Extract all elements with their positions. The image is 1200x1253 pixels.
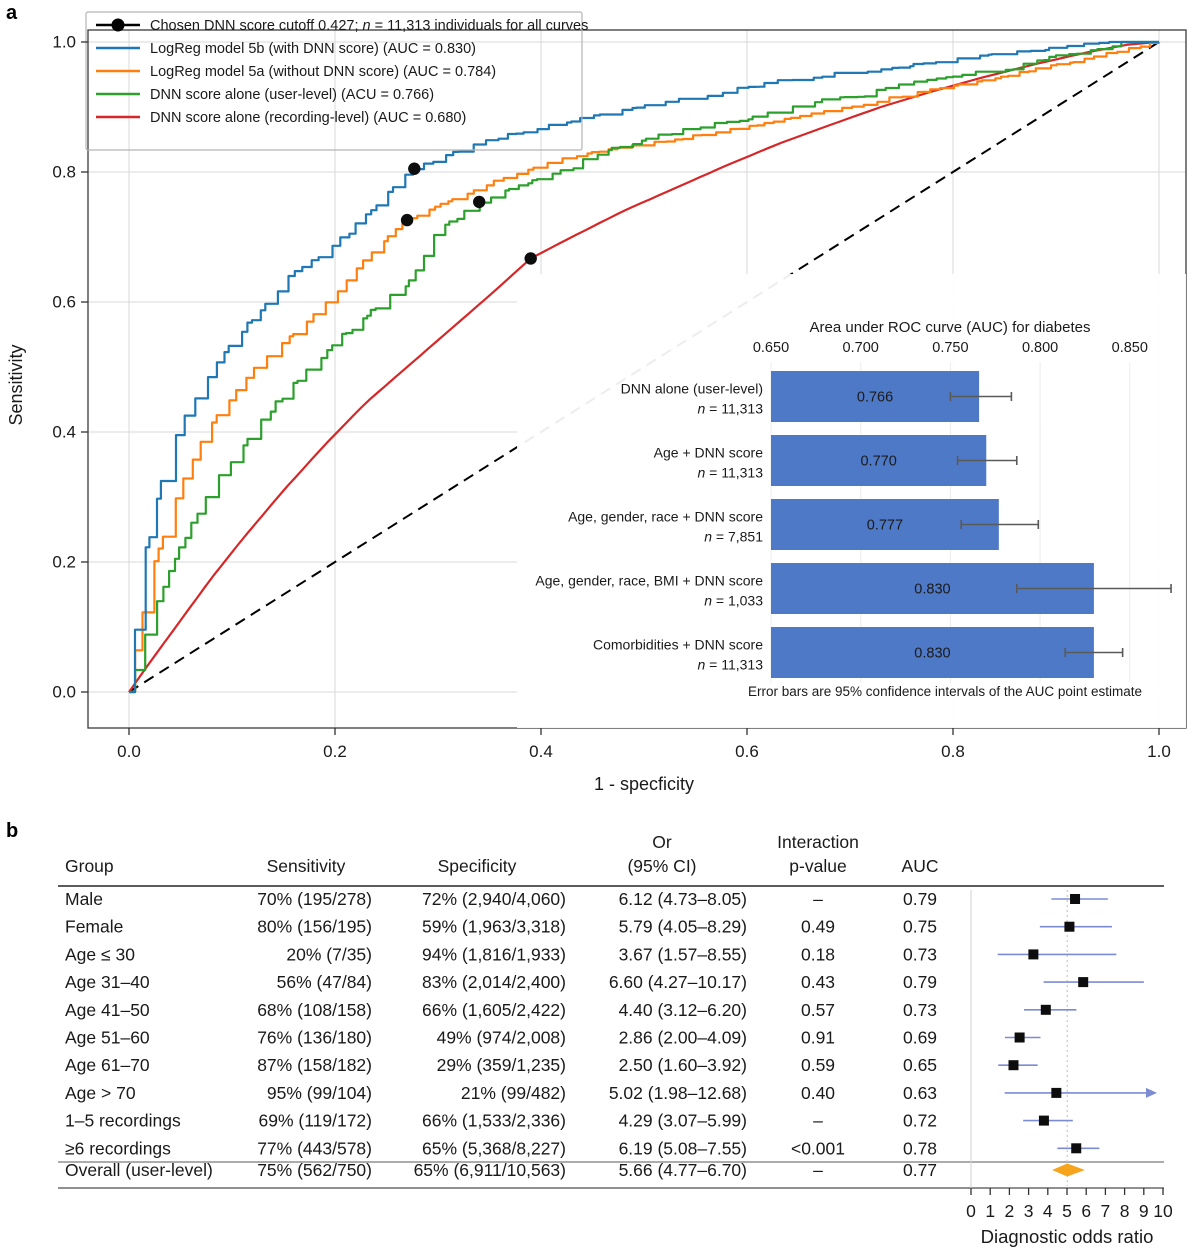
cell-or-ci: 5.79 (4.05–8.29) bbox=[618, 916, 747, 937]
cell-specificity: 59% (1,963/3,318) bbox=[422, 916, 566, 937]
forest-or-square bbox=[1064, 922, 1074, 932]
cutoff-dot bbox=[525, 252, 537, 264]
cell-or-ci: 3.67 (1.57–8.55) bbox=[618, 944, 747, 965]
cell-sensitivity: 75% (562/750) bbox=[257, 1160, 372, 1180]
cell-pvalue: – bbox=[813, 889, 823, 909]
cell-pvalue: 0.57 bbox=[800, 999, 836, 1020]
cell-sensitivity: 56% (47/84) bbox=[276, 972, 372, 993]
auc-bar-value-label: 0.830 bbox=[914, 581, 951, 598]
cell-specificity: 29% (359/1,235) bbox=[436, 1055, 566, 1076]
forest-or-square bbox=[1078, 977, 1088, 987]
inset-x-tick-label: 0.750 bbox=[932, 340, 969, 356]
forest-tick-label: 2 bbox=[1004, 1201, 1015, 1221]
y-tick-label: 0.2 bbox=[52, 552, 76, 572]
legend-entry-label: LogReg model 5b (with DNN score) (AUC = 0.830) bbox=[150, 41, 476, 57]
x-tick-label: 0.0 bbox=[117, 742, 141, 761]
legend-entry-label: Chosen DNN score cutoff 0.427; n = 11,313 individuals for all curves bbox=[150, 18, 589, 34]
inset-x-tick-label: 0.850 bbox=[1111, 340, 1148, 356]
forest-or-square bbox=[1071, 1143, 1081, 1153]
forest-tick-label: 3 bbox=[1023, 1201, 1034, 1221]
cell-or-ci: 5.02 (1.98–12.68) bbox=[608, 1082, 747, 1103]
forest-plot bbox=[966, 890, 1173, 1247]
cell-or-ci: 2.86 (2.00–4.09) bbox=[618, 1027, 747, 1048]
cell-group: ≥6 recordings bbox=[65, 1138, 171, 1159]
cell-auc: 0.75 bbox=[902, 916, 938, 937]
cell-sensitivity: 87% (158/182) bbox=[257, 1055, 372, 1076]
panel-b-label: b bbox=[6, 820, 19, 842]
cell-pvalue: 0.43 bbox=[800, 972, 836, 993]
forest-or-square bbox=[1041, 1005, 1051, 1015]
cell-sensitivity: 68% (108/158) bbox=[257, 999, 372, 1020]
cell-pvalue: – bbox=[813, 1160, 823, 1180]
forest-tick-label: 7 bbox=[1100, 1201, 1111, 1221]
cell-sensitivity: 20% (7/35) bbox=[286, 944, 372, 965]
cell-auc: 0.79 bbox=[902, 972, 938, 993]
auc-bar-label: Comorbidities + DNN score bbox=[593, 636, 763, 653]
col-header-specificity: Specificity bbox=[437, 856, 517, 876]
auc-bar-n-label: n = 1,033 bbox=[704, 592, 763, 609]
cell-or-ci: 6.12 (4.73–8.05) bbox=[618, 889, 747, 909]
x-tick-label: 0.6 bbox=[735, 742, 759, 761]
cell-pvalue: 0.18 bbox=[800, 944, 836, 965]
y-axis-title: Sensitivity bbox=[6, 344, 26, 426]
cell-auc: 0.73 bbox=[902, 999, 938, 1020]
forest-or-square bbox=[1070, 894, 1080, 904]
forest-axis-title: Diagnostic odds ratio bbox=[980, 1226, 1154, 1247]
forest-overall-diamond bbox=[1052, 1164, 1085, 1177]
cell-or-ci: 2.50 (1.60–3.92) bbox=[618, 1055, 747, 1076]
auc-bar-value-label: 0.770 bbox=[860, 453, 897, 470]
auc-bar-value-label: 0.830 bbox=[914, 645, 951, 662]
auc-bar-label: Age, gender, race, BMI + DNN score bbox=[535, 572, 763, 589]
cell-pvalue: 0.49 bbox=[800, 916, 836, 937]
cell-specificity: 72% (2,940/4,060) bbox=[422, 889, 566, 909]
cell-pvalue: 0.91 bbox=[800, 1027, 836, 1048]
col-header-sensitivity: Sensitivity bbox=[266, 856, 346, 876]
inset-x-tick-label: 0.650 bbox=[752, 340, 790, 356]
cell-sensitivity: 77% (443/578) bbox=[257, 1138, 372, 1159]
col-header-or-ci: (95% CI) bbox=[627, 856, 697, 876]
auc-inset bbox=[517, 274, 1186, 728]
col-header-interaction: Interaction bbox=[777, 832, 859, 852]
cell-pvalue: 0.40 bbox=[800, 1082, 836, 1103]
cell-specificity: 83% (2,014/2,400) bbox=[422, 972, 566, 993]
forest-ci-arrowhead bbox=[1146, 1088, 1157, 1098]
cell-sensitivity: 76% (136/180) bbox=[257, 1027, 372, 1048]
cell-specificity: 65% (5,368/8,227) bbox=[422, 1138, 566, 1159]
cell-specificity: 49% (974/2,008) bbox=[436, 1027, 566, 1048]
cell-group: Age > 70 bbox=[65, 1082, 136, 1103]
cutoff-dot bbox=[401, 214, 413, 226]
cell-specificity: 66% (1,533/2,336) bbox=[422, 1110, 566, 1131]
cell-auc: 0.73 bbox=[902, 944, 938, 965]
forest-tick-label: 1 bbox=[985, 1201, 996, 1221]
auc-bar-label: Age, gender, race + DNN score bbox=[568, 508, 763, 525]
cutoff-dot bbox=[408, 163, 420, 175]
cell-auc: 0.63 bbox=[902, 1082, 938, 1103]
x-axis-title: 1 - specficity bbox=[593, 774, 695, 794]
cell-specificity: 66% (1,605/2,422) bbox=[422, 999, 566, 1020]
cell-sensitivity: 80% (156/195) bbox=[257, 916, 372, 937]
forest-tick-label: 10 bbox=[1153, 1201, 1173, 1221]
cell-or-ci: 5.66 (4.77–6.70) bbox=[618, 1160, 747, 1180]
inset-title: Area under ROC curve (AUC) for diabetes bbox=[809, 319, 1091, 336]
col-header-auc: AUC bbox=[901, 856, 939, 876]
forest-or-square bbox=[1015, 1033, 1025, 1043]
x-tick-label: 0.8 bbox=[941, 742, 965, 761]
inset-x-tick-label: 0.700 bbox=[842, 340, 879, 356]
auc-bar-value-label: 0.777 bbox=[866, 517, 904, 534]
cell-specificity: 65% (6,911/10,563) bbox=[413, 1160, 566, 1180]
cell-group: Age 41–50 bbox=[65, 999, 150, 1020]
legend-entry-label: DNN score alone (recording-level) (AUC = 0.680) bbox=[150, 110, 467, 126]
inset-x-tick-label: 0.800 bbox=[1021, 340, 1059, 356]
y-tick-label: 0.6 bbox=[52, 292, 76, 312]
forest-tick-label: 4 bbox=[1042, 1201, 1053, 1221]
forest-tick-label: 0 bbox=[966, 1201, 976, 1221]
forest-tick-label: 8 bbox=[1119, 1201, 1130, 1221]
x-tick-label: 0.4 bbox=[529, 742, 553, 761]
cell-group: 1–5 recordings bbox=[65, 1110, 181, 1131]
subgroup-table bbox=[58, 832, 1164, 1188]
auc-bar-label: Age + DNN score bbox=[653, 444, 763, 461]
cell-or-ci: 4.29 (3.07–5.99) bbox=[618, 1110, 747, 1131]
cell-or-ci: 4.40 (3.12–6.20) bbox=[618, 999, 747, 1020]
cell-pvalue: – bbox=[813, 1110, 823, 1131]
cell-sensitivity: 95% (99/104) bbox=[266, 1082, 372, 1103]
auc-bar-label: DNN alone (user-level) bbox=[620, 380, 763, 397]
cell-auc: 0.72 bbox=[902, 1110, 938, 1131]
cell-sensitivity: 70% (195/278) bbox=[257, 889, 372, 909]
cell-auc: 0.69 bbox=[902, 1027, 938, 1048]
forest-tick-label: 6 bbox=[1081, 1201, 1092, 1221]
cell-group: Overall (user-level) bbox=[65, 1160, 213, 1180]
cell-or-ci: 6.60 (4.27–10.17) bbox=[608, 972, 747, 993]
auc-bar-n-label: n = 11,313 bbox=[697, 400, 763, 417]
cell-group: Age 31–40 bbox=[65, 972, 150, 993]
col-header-pvalue: p-value bbox=[789, 856, 847, 876]
auc-bar-n-label: n = 11,313 bbox=[697, 464, 763, 481]
roc-legend bbox=[86, 12, 588, 150]
legend-entry-label: DNN score alone (user-level) (ACU = 0.766) bbox=[150, 87, 435, 103]
y-tick-label: 0.8 bbox=[52, 162, 76, 182]
auc-bar-n-label: n = 7,851 bbox=[704, 528, 763, 545]
legend-cutoff-dot bbox=[112, 19, 125, 32]
legend-entry-label: LogReg model 5a (without DNN score) (AUC = 0.784) bbox=[150, 64, 497, 80]
forest-tick-label: 9 bbox=[1138, 1201, 1149, 1221]
panel-a-label: a bbox=[6, 2, 18, 24]
cutoff-dot bbox=[473, 196, 485, 208]
forest-or-square bbox=[1009, 1060, 1019, 1070]
forest-tick-label: 5 bbox=[1062, 1201, 1072, 1221]
x-tick-label: 0.2 bbox=[323, 742, 347, 761]
cell-auc: 0.77 bbox=[902, 1160, 938, 1180]
cell-specificity: 94% (1,816/1,933) bbox=[422, 944, 566, 965]
col-header-group: Group bbox=[65, 856, 114, 876]
cell-specificity: 21% (99/482) bbox=[460, 1082, 566, 1103]
x-tick-label: 1.0 bbox=[1147, 742, 1171, 761]
cell-auc: 0.79 bbox=[902, 889, 938, 909]
y-tick-label: 0.4 bbox=[52, 422, 76, 442]
cell-group: Age 51–60 bbox=[65, 1027, 150, 1048]
col-header-or: Or bbox=[652, 832, 672, 852]
cell-pvalue: 0.59 bbox=[800, 1055, 836, 1076]
cell-group: Male bbox=[65, 889, 103, 909]
forest-or-square bbox=[1051, 1088, 1061, 1098]
forest-or-square bbox=[1039, 1116, 1049, 1126]
y-tick-label: 0.0 bbox=[52, 682, 76, 702]
cell-sensitivity: 69% (119/172) bbox=[258, 1110, 372, 1131]
cell-group: Female bbox=[65, 916, 124, 937]
y-tick-label: 1.0 bbox=[52, 32, 76, 52]
cell-group: Age 61–70 bbox=[65, 1055, 150, 1076]
cell-auc: 0.78 bbox=[902, 1138, 938, 1159]
cell-or-ci: 6.19 (5.08–7.55) bbox=[618, 1138, 747, 1159]
inset-footnote: Error bars are 95% confidence intervals of the AUC point estimate bbox=[748, 684, 1142, 699]
cell-pvalue: <0.001 bbox=[790, 1138, 846, 1159]
forest-or-square bbox=[1028, 949, 1038, 959]
auc-bar-value-label: 0.766 bbox=[856, 389, 894, 406]
auc-bar-n-label: n = 11,313 bbox=[697, 656, 763, 673]
cell-auc: 0.65 bbox=[902, 1055, 938, 1076]
cell-group: Age ≤ 30 bbox=[65, 944, 135, 965]
